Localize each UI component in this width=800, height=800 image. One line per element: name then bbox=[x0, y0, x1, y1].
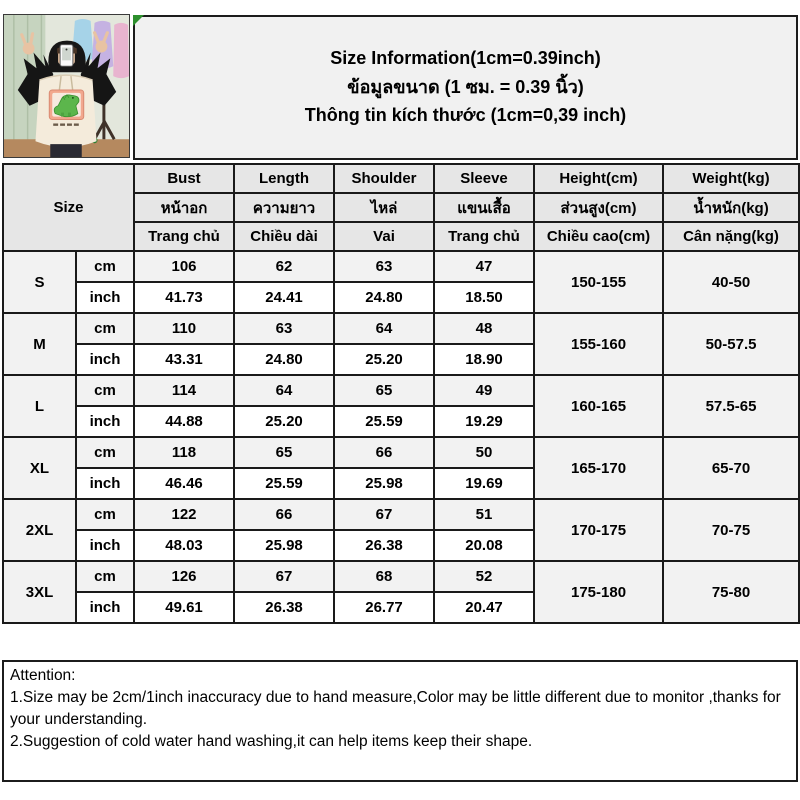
unit-label-inch: inch bbox=[76, 282, 134, 313]
unit-label-cm: cm bbox=[76, 313, 134, 344]
header-length-vi: Chiều dài bbox=[234, 222, 334, 251]
bust-cm: 106 bbox=[134, 251, 234, 282]
shoulder-cm: 63 bbox=[334, 251, 434, 282]
unit-label-cm: cm bbox=[76, 251, 134, 282]
header-sleeve-en: Sleeve bbox=[434, 164, 534, 193]
header-shoulder-vi: Vai bbox=[334, 222, 434, 251]
unit-label-cm: cm bbox=[76, 561, 134, 592]
bust-inch: 49.61 bbox=[134, 592, 234, 623]
weight-range: 57.5-65 bbox=[663, 375, 799, 437]
header-sleeve-th: แขนเสื้อ bbox=[434, 193, 534, 222]
weight-range: 70-75 bbox=[663, 499, 799, 561]
sleeve-inch: 20.47 bbox=[434, 592, 534, 623]
bust-inch: 41.73 bbox=[134, 282, 234, 313]
height-range: 160-165 bbox=[534, 375, 663, 437]
sleeve-inch: 18.90 bbox=[434, 344, 534, 375]
header-weight-vi: Cân nặng(kg) bbox=[663, 222, 799, 251]
header-height-vi: Chiều cao(cm) bbox=[534, 222, 663, 251]
shoulder-inch: 26.77 bbox=[334, 592, 434, 623]
sleeve-cm: 50 bbox=[434, 437, 534, 468]
shoulder-cm: 65 bbox=[334, 375, 434, 406]
weight-range: 40-50 bbox=[663, 251, 799, 313]
header-sleeve-vi: Trang chủ bbox=[434, 222, 534, 251]
sleeve-inch: 19.29 bbox=[434, 406, 534, 437]
shoulder-inch: 24.80 bbox=[334, 282, 434, 313]
sleeve-cm: 47 bbox=[434, 251, 534, 282]
height-range: 150-155 bbox=[534, 251, 663, 313]
attention-line-2: 2.Suggestion of cold water hand washing,it can help items keep their shape. bbox=[10, 733, 533, 750]
length-inch: 25.98 bbox=[234, 530, 334, 561]
length-cm: 65 bbox=[234, 437, 334, 468]
shoulder-cm: 68 bbox=[334, 561, 434, 592]
bust-inch: 48.03 bbox=[134, 530, 234, 561]
header-length-en: Length bbox=[234, 164, 334, 193]
row-3xl-cm bbox=[3, 561, 799, 592]
bust-cm: 122 bbox=[134, 499, 234, 530]
shoulder-inch: 25.98 bbox=[334, 468, 434, 499]
title-vietnamese: Thông tin kích thước (1cm=0,39 inch) bbox=[304, 105, 627, 126]
bust-cm: 114 bbox=[134, 375, 234, 406]
unit-label-cm: cm bbox=[76, 499, 134, 530]
height-range: 175-180 bbox=[534, 561, 663, 623]
unit-label-inch: inch bbox=[76, 344, 134, 375]
unit-label-cm: cm bbox=[76, 375, 134, 406]
length-inch: 25.20 bbox=[234, 406, 334, 437]
row-s-cm bbox=[3, 251, 799, 282]
sleeve-cm: 52 bbox=[434, 561, 534, 592]
sleeve-inch: 19.69 bbox=[434, 468, 534, 499]
sleeve-cm: 48 bbox=[434, 313, 534, 344]
header-weight-en: Weight(kg) bbox=[663, 164, 799, 193]
sleeve-inch: 18.50 bbox=[434, 282, 534, 313]
header-height-th: ส่วนสูง(cm) bbox=[534, 193, 663, 222]
header-bust-en: Bust bbox=[134, 164, 234, 193]
length-cm: 63 bbox=[234, 313, 334, 344]
size-label: L bbox=[3, 375, 76, 437]
length-cm: 66 bbox=[234, 499, 334, 530]
bust-inch: 46.46 bbox=[134, 468, 234, 499]
size-label: 3XL bbox=[3, 561, 76, 623]
bust-inch: 43.31 bbox=[134, 344, 234, 375]
length-inch: 26.38 bbox=[234, 592, 334, 623]
size-label: M bbox=[3, 313, 76, 375]
header-height-en: Height(cm) bbox=[534, 164, 663, 193]
size-table bbox=[2, 163, 800, 624]
size-header-cell: Size bbox=[3, 164, 134, 251]
bust-inch: 44.88 bbox=[134, 406, 234, 437]
unit-label-cm: cm bbox=[76, 437, 134, 468]
title-thai: ข้อมูลขนาด (1 ซม. = 0.39 นิ้ว) bbox=[347, 76, 584, 97]
bust-cm: 110 bbox=[134, 313, 234, 344]
sleeve-cm: 49 bbox=[434, 375, 534, 406]
length-cm: 67 bbox=[234, 561, 334, 592]
header-bust-vi: Trang chủ bbox=[134, 222, 234, 251]
shoulder-inch: 26.38 bbox=[334, 530, 434, 561]
length-inch: 24.80 bbox=[234, 344, 334, 375]
shoulder-inch: 25.20 bbox=[334, 344, 434, 375]
attention-note bbox=[2, 660, 798, 782]
size-label: 2XL bbox=[3, 499, 76, 561]
title-english: Size Information(1cm=0.39inch) bbox=[330, 47, 601, 68]
row-2xl-cm bbox=[3, 499, 799, 530]
header-weight-th: น้ำหนัก(kg) bbox=[663, 193, 799, 222]
unit-label-inch: inch bbox=[76, 592, 134, 623]
bust-cm: 126 bbox=[134, 561, 234, 592]
shoulder-cm: 64 bbox=[334, 313, 434, 344]
size-info-header bbox=[133, 15, 798, 160]
height-range: 165-170 bbox=[534, 437, 663, 499]
shoulder-inch: 25.59 bbox=[334, 406, 434, 437]
row-m-cm bbox=[3, 313, 799, 344]
height-range: 170-175 bbox=[534, 499, 663, 561]
header-length-th: ความยาว bbox=[234, 193, 334, 222]
sleeve-inch: 20.08 bbox=[434, 530, 534, 561]
length-inch: 25.59 bbox=[234, 468, 334, 499]
product-photo bbox=[3, 14, 130, 158]
hoodie-photo-illustration bbox=[4, 15, 129, 157]
size-label: S bbox=[3, 251, 76, 313]
shoulder-cm: 66 bbox=[334, 437, 434, 468]
size-label: XL bbox=[3, 437, 76, 499]
attention-line-1: 1.Size may be 2cm/1inch inaccuracy due to hand measure,Color may be little different due to monitor ,thanks for your understanding. bbox=[10, 689, 781, 728]
shoulder-cm: 67 bbox=[334, 499, 434, 530]
unit-label-inch: inch bbox=[76, 530, 134, 561]
unit-label-inch: inch bbox=[76, 468, 134, 499]
height-range: 155-160 bbox=[534, 313, 663, 375]
header-bust-th: หน้าอก bbox=[134, 193, 234, 222]
header-shoulder-th: ไหล่ bbox=[334, 193, 434, 222]
weight-range: 50-57.5 bbox=[663, 313, 799, 375]
unit-label-inch: inch bbox=[76, 406, 134, 437]
bust-cm: 118 bbox=[134, 437, 234, 468]
sleeve-cm: 51 bbox=[434, 499, 534, 530]
row-l-cm bbox=[3, 375, 799, 406]
weight-range: 75-80 bbox=[663, 561, 799, 623]
header-shoulder-en: Shoulder bbox=[334, 164, 434, 193]
weight-range: 65-70 bbox=[663, 437, 799, 499]
length-cm: 64 bbox=[234, 375, 334, 406]
header-row-en bbox=[3, 164, 799, 193]
row-xl-cm bbox=[3, 437, 799, 468]
length-inch: 24.41 bbox=[234, 282, 334, 313]
corner-marker-icon bbox=[133, 15, 144, 26]
length-cm: 62 bbox=[234, 251, 334, 282]
attention-heading: Attention: bbox=[10, 667, 76, 684]
